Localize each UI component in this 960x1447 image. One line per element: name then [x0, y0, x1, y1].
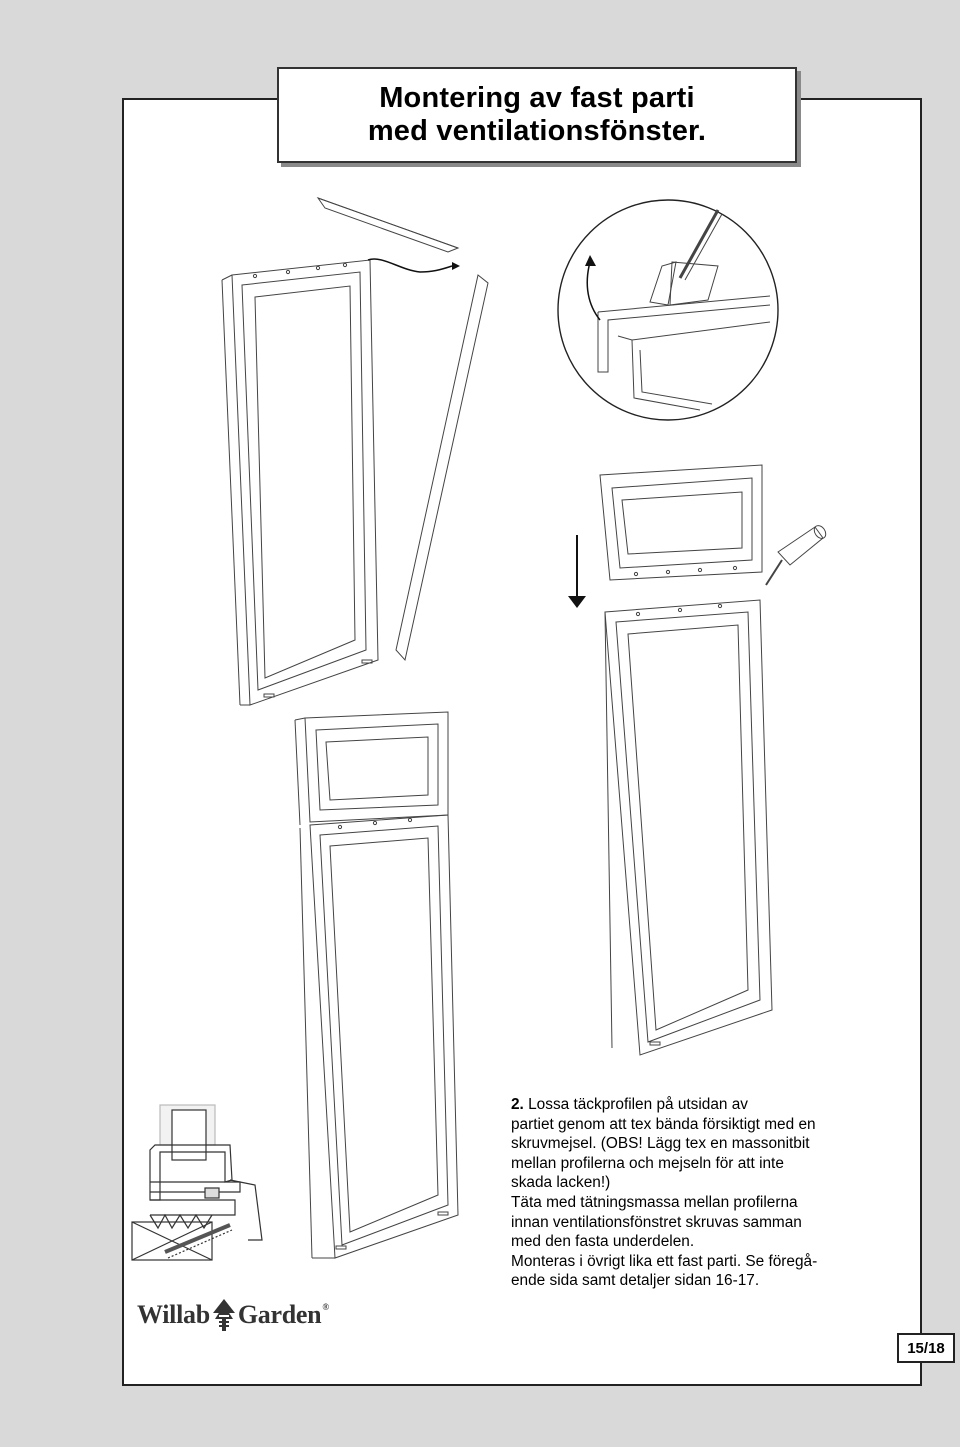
instructions: [511, 1095, 871, 1291]
instruction-line: mellan profilerna och mejseln för att inte: [511, 1154, 784, 1172]
title-box: [277, 67, 797, 163]
detail-magnifier-icon: [558, 200, 778, 420]
page-title-line-2: med ventilationsfönster.: [367, 115, 707, 147]
page-title-line-1: Montering av fast parti: [379, 82, 695, 114]
instruction-line: Täta med tätningsmassa mellan profilerna: [511, 1193, 798, 1211]
instruction-text: Lossa täckprofilen på utsidan av: [528, 1096, 749, 1113]
instruction-line: innan ventilationsfönstret skruvas samman: [511, 1213, 802, 1231]
screwdriver-icon: [766, 523, 828, 585]
instruction-line: [511, 1095, 871, 1115]
logo-right-word: Garden: [237, 1300, 322, 1329]
down-arrow-icon: [568, 535, 586, 608]
step-number: 2.: [511, 1096, 524, 1113]
window-frame-diagram: [222, 260, 378, 705]
profile-cross-section-icon: [132, 1105, 262, 1260]
instruction-line: Monteras i övrigt lika ett fast parti. Se föregå-: [511, 1252, 818, 1270]
instruction-line: skruvmejsel. (OBS! Lägg tex en massonitbit: [511, 1135, 810, 1153]
page-number: 15/18: [897, 1333, 955, 1363]
tree-logo-icon: [211, 1297, 237, 1333]
logo-left-word: Willab: [137, 1300, 210, 1329]
instruction-line: partiet genom att tex bända försiktigt med en: [511, 1115, 816, 1133]
instruction-line: skada lacken!): [511, 1174, 611, 1192]
instruction-line: ende sida samt detaljer sidan 16-17.: [511, 1272, 760, 1290]
registered-mark: ®: [322, 1302, 329, 1312]
instruction-line: med den fasta underdelen.: [511, 1233, 695, 1251]
willab-garden-logo: [137, 1297, 329, 1333]
